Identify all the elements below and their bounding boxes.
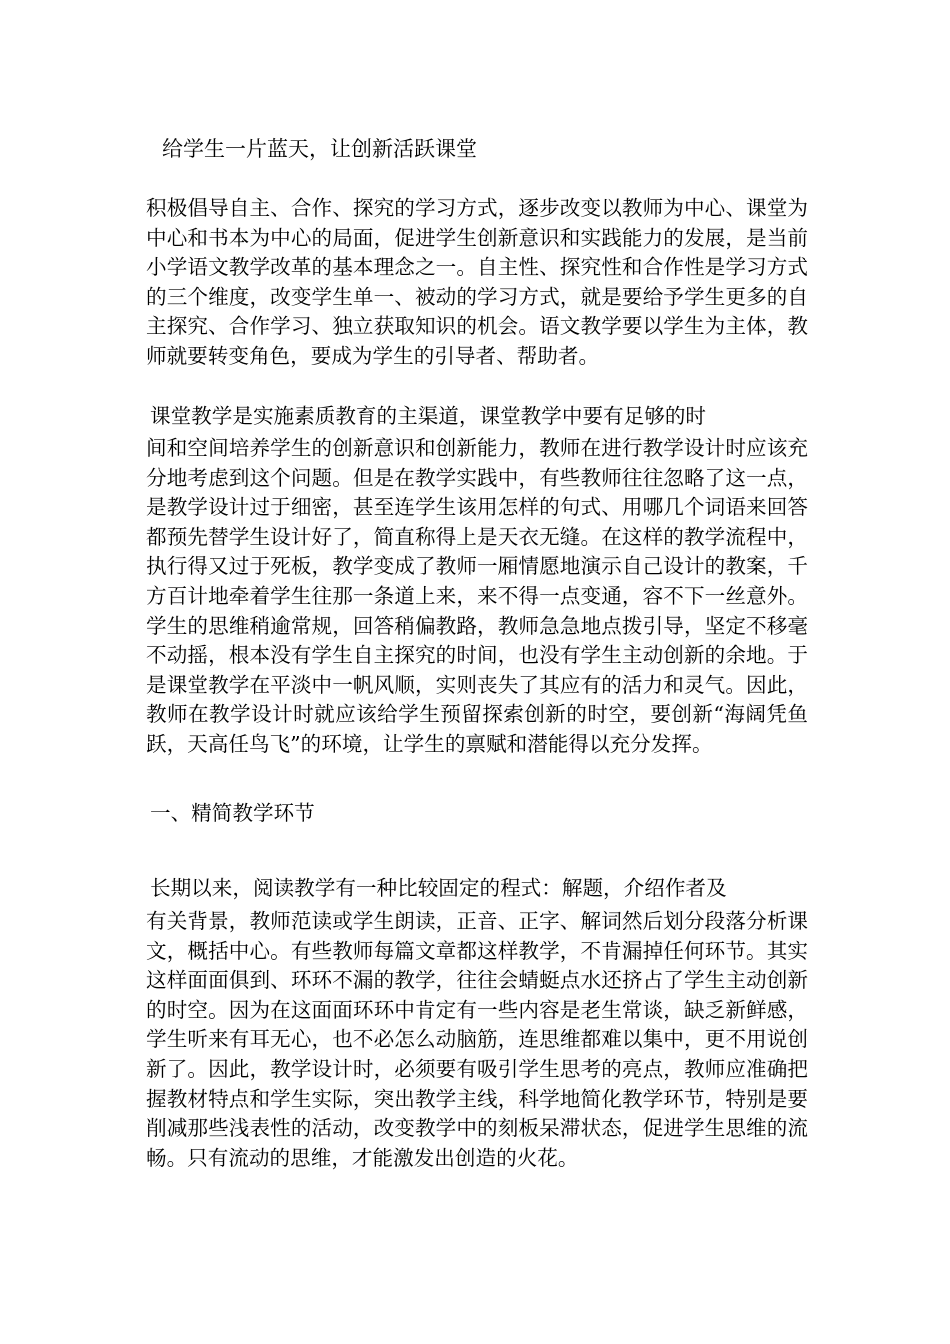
paragraph-reading-lead: 长期以来，阅读教学有一种比较固定的程式：解题，介绍作者及	[150, 876, 727, 900]
section-heading: 一、精简教学环节	[150, 801, 315, 825]
paragraph-classroom: 间和空间培养学生的创新意识和创新能力，教师在进行教学设计时应该充分地考虑到这个问题。但是在教学实践中，有些教师往往忽略了这一点，是教学设计过于细密，甚至连学生该用怎样的句式、用哪几个词语来回答都预先替学生设计好了，简直称得上是天衣无缝。在这样的教学流程中，执行得又过于死板，教学变成了教师一厢情愿地演示自己设计的教案，千方百计地牵着学生往那一条道上来，来不得一点变通，容不下一丝意外。学生的思维稍逾常规，回答稍偏教路，教师急急地点拨引导，坚定不移毫不动摇，根本没有学生自主探究的时间，也没有学生主动创新的余地。于是课堂教学在平淡中一帆风顺，实则丧失了其应有的活力和灵气。因此，教师在教学设计时就应该给学生预留探索创新的时空，要创新“海阔凭鱼跃，天高任鸟飞”的环境，让学生的禀赋和潜能得以充分发挥。	[146, 436, 808, 756]
paragraph-reading: 有关背景，教师范读或学生朗读，正音、正字、解词然后划分段落分析课文，概括中心。有些教师每篇文章都这样教学，不肯漏掉任何环节。其实这样面面俱到、环环不漏的教学，往往会蜻蜓点水还挤占了学生主动创新的时空。因为在这面面环环中肯定有一些内容是老生常谈，缺乏新鲜感，学生听来有耳无心，也不必怎么动脑筋，连思维都难以集中，更不用说创新了。因此，教学设计时，必须要有吸引学生思考的亮点，教师应准确把握教材特点和学生实际，突出教学主线，科学地简化教学环节，特别是要削减那些浅表性的活动，改变教学中的刻板呆滞状态，促进学生思维的流畅。只有流动的思维，才能激发出创造的火花。	[146, 909, 808, 1170]
document-title: 给学生一片蓝天，让创新活跃课堂	[162, 137, 477, 161]
paragraph-intro: 积极倡导自主、合作、探究的学习方式，逐步改变以教师为中心、课堂为中心和书本为中心的局面，促进学生创新意识和实践能力的发展，是当前小学语文教学改革的基本理念之一。自主性、探究性和合作性是学习方式的三个维度，改变学生单一、被动的学习方式，就是要给予学生更多的自主探究、合作学习、独立获取知识的机会。语文教学要以学生为主体，教师就要转变角色，要成为学生的引导者、帮助者。	[146, 196, 808, 368]
paragraph-classroom-lead: 课堂教学是实施素质教育的主渠道，课堂教学中要有足够的时	[150, 404, 707, 428]
